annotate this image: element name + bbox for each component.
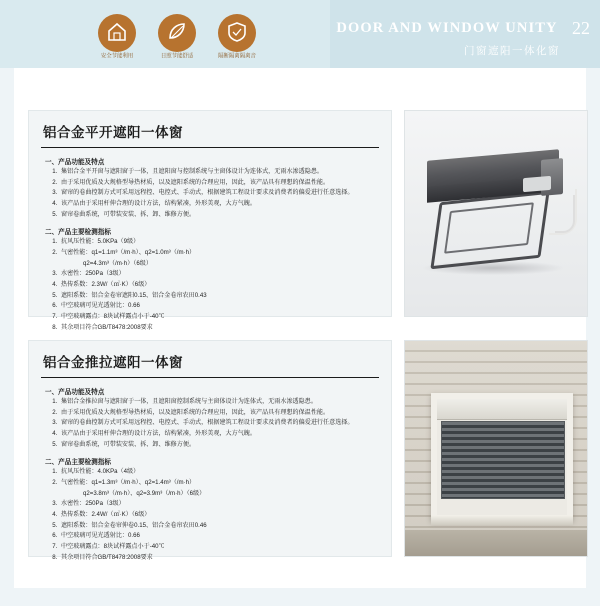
list-item: 5. 遮阳系数：铝合金卷帘伸卷0.15、铝合金卷帘农田0.46 — [59, 521, 383, 532]
product-panel-awning — [28, 110, 392, 331]
photo-2-ground — [405, 530, 587, 556]
product-2-features-list — [29, 397, 391, 450]
product-1-title: 铝合金平开遮阳一体窗 — [43, 125, 183, 140]
list-item: 1. 集铝合金推拉窗与遮阳窗于一体，且遮阳窗控制系统与主窗体设计为连体式，无雨水渗透隐患。 — [59, 397, 383, 408]
photo-1-power-cable-2 — [555, 195, 575, 233]
page-number: 22 — [572, 18, 590, 38]
product-panel-sliding — [28, 340, 392, 561]
photo-2-shutter-box — [437, 399, 567, 420]
footer-strip — [0, 588, 600, 606]
header-title-cn: 门窗遮阳一体化窗 — [464, 45, 560, 57]
badge-leaf-caption: 日照节能舒适 — [160, 53, 194, 59]
spec-text: 气密性能：q1=1.1m³（/m·h）、q2=1.0m³（/m·h） — [61, 248, 196, 256]
list-item: 4. 热传系数：2.4W/（㎡·K）（6级） — [59, 510, 383, 521]
list-item — [59, 478, 383, 499]
list-item: 1. 抗风压性能：4.0KPa（4级） — [59, 467, 383, 478]
list-item: 2. 由于采用优质及大规格型导热材质，以及遮阳系统的合理应用，因此，该产品具有理想的保温性能。 — [59, 178, 383, 189]
right-margin-strip — [586, 68, 600, 606]
badge-house-caption: 安全节能利用 — [100, 53, 134, 59]
list-item: 5. 窗帘卷曲系统，可带装安装、拆、卸、维修方便。 — [59, 440, 383, 451]
photo-2-window-frame — [431, 393, 573, 521]
product-2-section-1-heading: 一、产品功能及特点 — [45, 389, 105, 396]
list-item: 1. 抗风压性能：5.0KPa（9级） — [59, 237, 383, 248]
photo-2-window-sill — [431, 515, 573, 525]
spec-subline: q2=3.8m³（/m·h）、q2=3.9m³（/m·h）（6级） — [83, 489, 206, 497]
spec-text: 气密性能：q1=1.3m³（/m·h）、q2=1.4m³（/m·h） — [61, 478, 196, 486]
product-1-features-list — [29, 167, 391, 220]
header-title-en: DOOR AND WINDOW UNITY — [336, 20, 558, 36]
list-item: 2. 由于采用优质及大规格型导热材质，以及遮阳系统的合理应用，因此，该产品具有理想的保温性能。 — [59, 408, 383, 419]
shield-icon — [218, 14, 256, 52]
badge-shield — [216, 14, 258, 58]
list-item: 5. 遮阳系数：铝合金卷帘遮阳0.15、铝合金卷帘农田0.43 — [59, 291, 383, 302]
list-item: 8. 其余项目符合GB/T8478:2008要求 — [59, 553, 383, 564]
awning-window-product-photo — [404, 110, 588, 317]
roller-shutter-window-photo — [404, 340, 588, 557]
list-item: 7. 中空玻璃露点：8块试样露点小于-40℃ — [59, 542, 383, 553]
product-1-specs-list — [29, 237, 391, 333]
badge-shield-caption: 隔断隔离隔离音 — [218, 53, 256, 59]
product-1-title-rule — [41, 147, 379, 148]
product-1-section-1-heading: 一、产品功能及特点 — [45, 159, 105, 166]
list-item: 3. 窗帘的卷曲控制方式可采用远程控、电控式、手动式，根据建筑工程设计要求及消费者的偏爱进行任意选择。 — [59, 418, 383, 429]
list-item: 4. 热传系数：2.3W/（㎡·K）（6级） — [59, 280, 383, 291]
product-1-section-2-heading: 二、产品主要检测指标 — [45, 229, 111, 237]
photo-2-shutter-slats — [441, 421, 565, 499]
product-2-title: 铝合金推拉遮阳一体窗 — [43, 355, 183, 370]
list-item: 8. 其余项目符合GB/T8478:2008要求 — [59, 323, 383, 334]
list-item: 3. 水密性：250Pa（3级） — [59, 499, 383, 510]
list-item: 6. 中空玻璃可见光透射比：0.66 — [59, 531, 383, 542]
list-item: 4. 该产品由于采用杆伸合理的设计方法，结构紧凑，外形美观，大方气魄。 — [59, 199, 383, 210]
left-margin-strip — [0, 68, 14, 606]
product-2-section-2-heading: 二、产品主要检测指标 — [45, 459, 111, 467]
list-item: 3. 水密性：250Pa（3级） — [59, 269, 383, 280]
list-item: 3. 窗帘的卷曲控制方式可采用远程控、电控式、手动式，根据建筑工程设计要求及消费者的偏爱进行任意选择。 — [59, 188, 383, 199]
list-item — [59, 248, 383, 269]
product-2-specs-list — [29, 467, 391, 563]
badge-leaf — [156, 14, 198, 58]
header-titles — [336, 18, 590, 58]
list-item: 5. 窗帘卷曲系统，可带装安装、拆、卸、维修方便。 — [59, 210, 383, 221]
badge-house — [96, 14, 138, 58]
spec-subline: q2=4.3m³（/m·h）（6级） — [83, 259, 152, 267]
leaf-icon — [158, 14, 196, 52]
page-header — [0, 0, 600, 68]
list-item: 4. 该产品由于采用杆伸合理的设计方法，结构紧凑，外形美观，大方气魄。 — [59, 429, 383, 440]
list-item: 7. 中空玻璃露点：8块试样露点小于-40℃ — [59, 312, 383, 323]
list-item: 1. 集铝合金平开窗与遮阳窗于一体，且遮阳窗与控制系统与主窗体设计为连体式，无雨水渗透隐患。 — [59, 167, 383, 178]
certification-badges — [96, 14, 258, 58]
house-icon — [98, 14, 136, 52]
list-item: 6. 中空玻璃可见光透射比：0.66 — [59, 301, 383, 312]
product-2-title-rule — [41, 377, 379, 378]
photo-1-motor-unit — [523, 176, 551, 192]
